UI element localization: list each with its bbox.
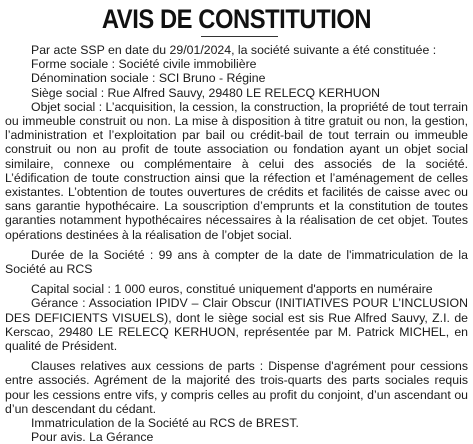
signature-line: Pour avis. La Gérance	[31, 430, 154, 444]
title-underline	[201, 36, 278, 37]
intro-paragraph: Par acte SSP en date du 29/01/2024, la société suivante a été constituée :	[31, 43, 437, 57]
registration-line: Immatriculation de la Société au RCS de BREST.	[31, 416, 299, 431]
legal-form-line: Forme sociale : Société civile immobilière	[31, 57, 257, 72]
duration-paragraph: Durée de la Société : 99 ans à compter de la date de l'immatriculation de la Société au RCS	[5, 247, 468, 277]
notice-title: AVIS DE CONSTITUTION	[101, 4, 372, 34]
registered-office-line: Siège social : Rue Alfred Sauvy, 29480 LE RELECQ KERHUON	[31, 85, 381, 100]
company-name-line: Dénomination sociale : SCI Bruno - Régine	[31, 71, 266, 86]
share-transfer-paragraph: Clauses relatives aux cessions de parts : Dispense d'agrément pour cessions entre associés. Agrément de la majorité des trois-quarts des parts sociales requis pour les cessions entre vifs, y compris celles au profit du conjoint, d’un ascendant ou d’un descendant du cédant.	[5, 359, 468, 416]
capital-line: Capital social : 1 000 euros, constitué uniquement d'apports en numéraire	[31, 282, 433, 297]
corporate-purpose-paragraph: Objet social : L’acquisition, la cession, la construction, la propriété de tout terrain ou immeuble construit ou non. La mise à disposition à titre gratuit ou non, la gestion, l’administration et l’exploitation par bail ou crédit-bail de tout terrain ou immeuble construit ou non au profit de toute association ou fondation ayant un objet social similaire, connexe ou complémentaire à celui des associés de la société. L’édification de toute construction ainsi que la réfection et l’aménagement de celles existantes. L’obtention de toutes ouvertures de crédits et facilités de caisse avec ou sans garantie hypothécaire. La souscription d’emprunts et la constitution de toutes garanties notamment hypothécaires nécessaires à la réalisation de cet objet. Toutes opérations destinées à la réalisation de l’objet social.	[5, 99, 468, 242]
management-paragraph: Gérance : Association IPIDV – Clair Obscur (INITIATIVES POUR L’INCLUSION DES DEFICIENTS VISUELS), dont le siège social est sis Rue Alfred Sauvy, Z.I. de Kerscao, 29480 LE RELECQ KERHUON, représentée par M. Patrick MICHEL, en qualité de Président.	[5, 296, 468, 354]
notice-body	[5, 43, 468, 444]
